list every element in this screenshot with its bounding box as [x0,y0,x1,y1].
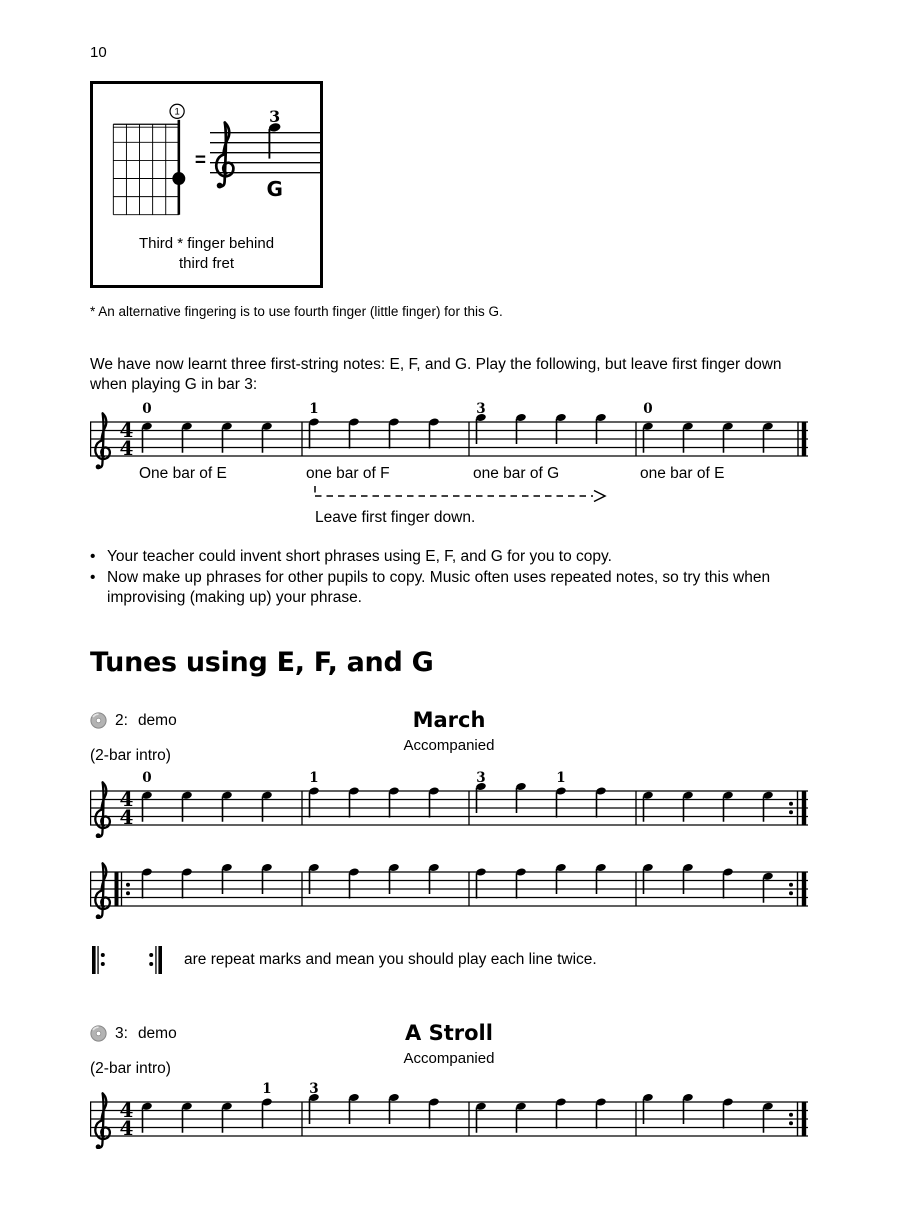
section-heading: Tunes using E, F, and G [90,646,434,678]
track-number: 2: [115,711,128,729]
bullet-icon: • [90,548,96,566]
svg-text:4: 4 [119,418,134,443]
svg-text:1: 1 [262,1080,272,1097]
svg-text:one bar of E: one bar of E [640,465,725,483]
svg-text:4: 4 [119,804,134,829]
box-caption [93,234,320,274]
bullet-text: Your teacher could invent short phrases using E, F, and G for you to copy. [107,548,612,566]
cd-icon [90,712,107,729]
svg-text:G: G [266,177,283,202]
svg-text:one bar of G: one bar of G [473,465,560,483]
svg-text:One bar of E: One bar of E [139,465,227,483]
staff-stroll [90,1081,808,1149]
string-number: 1 [174,106,180,118]
svg-text:3: 3 [309,1080,319,1097]
staff-march-line1 [90,770,808,838]
intro-note: (2-bar intro) [90,1059,171,1077]
repeat-explanation [90,945,808,975]
svg-text:4: 4 [119,1115,134,1140]
svg-text:1: 1 [309,769,319,786]
tune-title: March [412,707,486,732]
tune-title: A Stroll [405,1020,493,1045]
intro-paragraph: We have now learnt three first-string notes: E, F, and G. Play the following, but leave first finger down when playing G in bar 3: [90,356,782,394]
bullet-item [90,547,808,567]
svg-text:3: 3 [476,769,486,786]
end-repeat-icon [146,945,164,975]
track-row [90,1025,177,1043]
cd-icon [90,1025,107,1042]
intro-note: (2-bar intro) [90,746,171,764]
tune-header-stroll [90,1021,808,1079]
track-row [90,712,177,730]
svg-text:0: 0 [643,401,653,418]
tune-subtitle: Accompanied [403,1049,495,1067]
footnote: * An alternative fingering is to use fourth finger (little finger) for this G. [90,304,503,319]
staff-exercise [90,401,808,486]
note-g-box [90,81,323,288]
repeat-text: are repeat marks and mean you should play each line twice. [184,950,597,968]
tune-subtitle: Accompanied [403,736,495,754]
track-demo: demo [137,711,177,729]
svg-text:one bar of F: one bar of F [306,465,390,483]
svg-text:4: 4 [119,436,134,461]
box-caption-line2: third fret [178,254,235,272]
page-number: 10 [90,44,107,61]
equals-sign: = [194,150,206,171]
tune-header-march [90,708,808,766]
fretboard-diagram [103,92,191,234]
svg-text:0: 0 [142,769,152,786]
svg-text:3: 3 [476,401,486,418]
bullet-list [90,547,808,608]
note-g-staff [210,108,320,208]
bullet-text: Now make up phrases for other pupils to copy. Music often uses repeated notes, so try this when improvising (making up) your phrase. [107,568,771,607]
begin-repeat-icon [90,945,108,975]
track-number: 3: [115,1024,128,1042]
box-caption-line1: Third * finger behind [138,235,275,252]
svg-text:4: 4 [119,1097,134,1122]
svg-text:3: 3 [269,108,281,127]
track-demo: demo [137,1024,177,1042]
note-g-box-row [93,88,320,234]
svg-text:4: 4 [119,786,134,811]
staff-march-line2 [90,858,808,919]
svg-text:1: 1 [309,401,319,418]
svg-text:0: 0 [142,401,152,418]
arrow-label: Leave first finger down. [315,509,476,527]
finger-dot [172,172,185,185]
svg-text:1: 1 [556,769,566,786]
leave-finger-arrow [90,486,808,511]
bullet-icon: • [90,568,96,586]
bullet-item [90,568,808,609]
